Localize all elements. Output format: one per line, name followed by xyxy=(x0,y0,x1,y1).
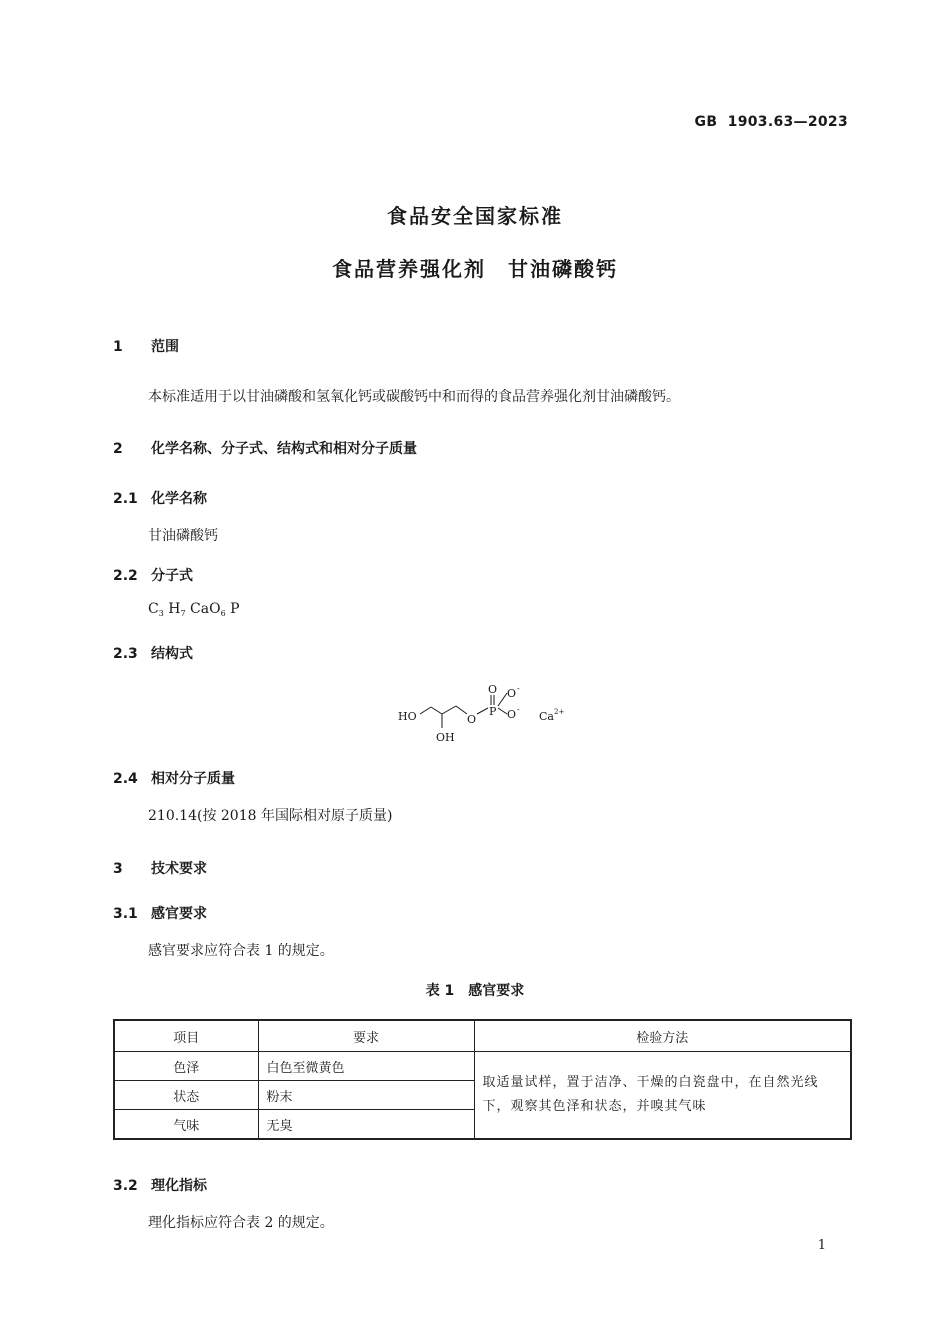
o-minus-2-label: O xyxy=(507,708,517,721)
section-2-heading xyxy=(113,438,417,458)
o-top-label: O xyxy=(488,683,498,696)
page-number: 1 xyxy=(817,1238,826,1253)
section-number: 2.1 xyxy=(113,491,138,507)
row-item: 色泽 xyxy=(114,1052,258,1081)
table-1-caption: 表 1 感官要求 xyxy=(425,983,525,999)
section-number: 2.2 xyxy=(113,568,138,584)
ho-label: HO xyxy=(398,710,417,723)
chemical-name: 甘油磷酸钙 xyxy=(148,528,218,544)
standard-number: 1903.63—2023 xyxy=(727,114,848,130)
molecular-mass: 210.14(按 2018 年国际相对原子质量) xyxy=(148,808,393,824)
document-title: 食品安全国家标准 xyxy=(387,204,563,228)
calcium-charge: 2+ xyxy=(554,708,565,716)
row-requirement: 白色至微黄色 xyxy=(258,1052,474,1081)
section-number: 3 xyxy=(113,861,123,877)
section-number: 3.2 xyxy=(113,1178,138,1194)
header-requirement: 要求 xyxy=(258,1020,474,1052)
row-requirement: 粉末 xyxy=(258,1081,474,1110)
header-item: 项目 xyxy=(114,1020,258,1052)
section-3-heading xyxy=(113,858,207,878)
section-3-2-text: 理化指标应符合表 2 的规定。 xyxy=(148,1215,334,1231)
table-header-row xyxy=(114,1020,851,1052)
row-item: 气味 xyxy=(114,1110,258,1140)
section-title: 分子式 xyxy=(151,568,193,584)
section-title: 化学名称 xyxy=(151,491,207,507)
section-2-1-heading xyxy=(113,488,207,508)
ester-o-label: O xyxy=(467,713,477,726)
molecular-formula: $C_3$ $H_7$ CaO$_6$ P xyxy=(148,601,240,618)
section-title: 相对分子质量 xyxy=(151,771,235,787)
section-number: 2 xyxy=(113,441,123,457)
section-3-1-heading xyxy=(113,903,207,923)
document-subtitle: 食品营养强化剂 甘油磷酸钙 xyxy=(332,257,618,281)
standard-code xyxy=(695,114,848,130)
section-2-3-heading xyxy=(113,643,193,663)
section-1-text: 本标准适用于以甘油磷酸和氢氧化钙或碳酸钙中和而得的食品营养强化剂甘油磷酸钙。 xyxy=(148,389,680,405)
row-requirement: 无臭 xyxy=(258,1110,474,1140)
section-title: 范围 xyxy=(151,339,179,355)
section-2-4-heading xyxy=(113,768,235,788)
o-minus-1-label: O xyxy=(507,687,517,700)
structural-formula xyxy=(390,676,590,748)
section-title: 感官要求 xyxy=(151,906,207,922)
section-3-2-heading xyxy=(113,1175,207,1195)
sensory-requirements-table xyxy=(113,1019,852,1140)
section-title: 化学名称、分子式、结构式和相对分子质量 xyxy=(151,441,417,457)
section-3-1-text: 感官要求应符合表 1 的规定。 xyxy=(148,943,334,959)
calcium-label: Ca xyxy=(539,710,554,723)
section-title: 理化指标 xyxy=(151,1178,207,1194)
oh-label: OH xyxy=(436,731,455,744)
section-number: 2.3 xyxy=(113,646,138,662)
svg-text:-: - xyxy=(517,705,520,714)
section-number: 3.1 xyxy=(113,906,138,922)
p-label: P xyxy=(489,705,497,718)
row-item: 状态 xyxy=(114,1081,258,1110)
test-method-text: 取适量试样，置于洁净、干燥的白瓷盘中，在自然光线下，观察其色泽和状态，并嗅其气味 xyxy=(474,1052,851,1140)
section-1-heading xyxy=(113,336,179,356)
section-number: 2.4 xyxy=(113,771,138,787)
standard-prefix: GB xyxy=(694,114,718,130)
section-2-2-heading xyxy=(113,565,193,585)
section-title: 技术要求 xyxy=(151,861,207,877)
header-test-method: 检验方法 xyxy=(474,1020,851,1052)
table-row xyxy=(114,1052,851,1081)
section-title: 结构式 xyxy=(151,646,193,662)
svg-text:-: - xyxy=(517,684,520,693)
section-number: 1 xyxy=(113,339,123,355)
